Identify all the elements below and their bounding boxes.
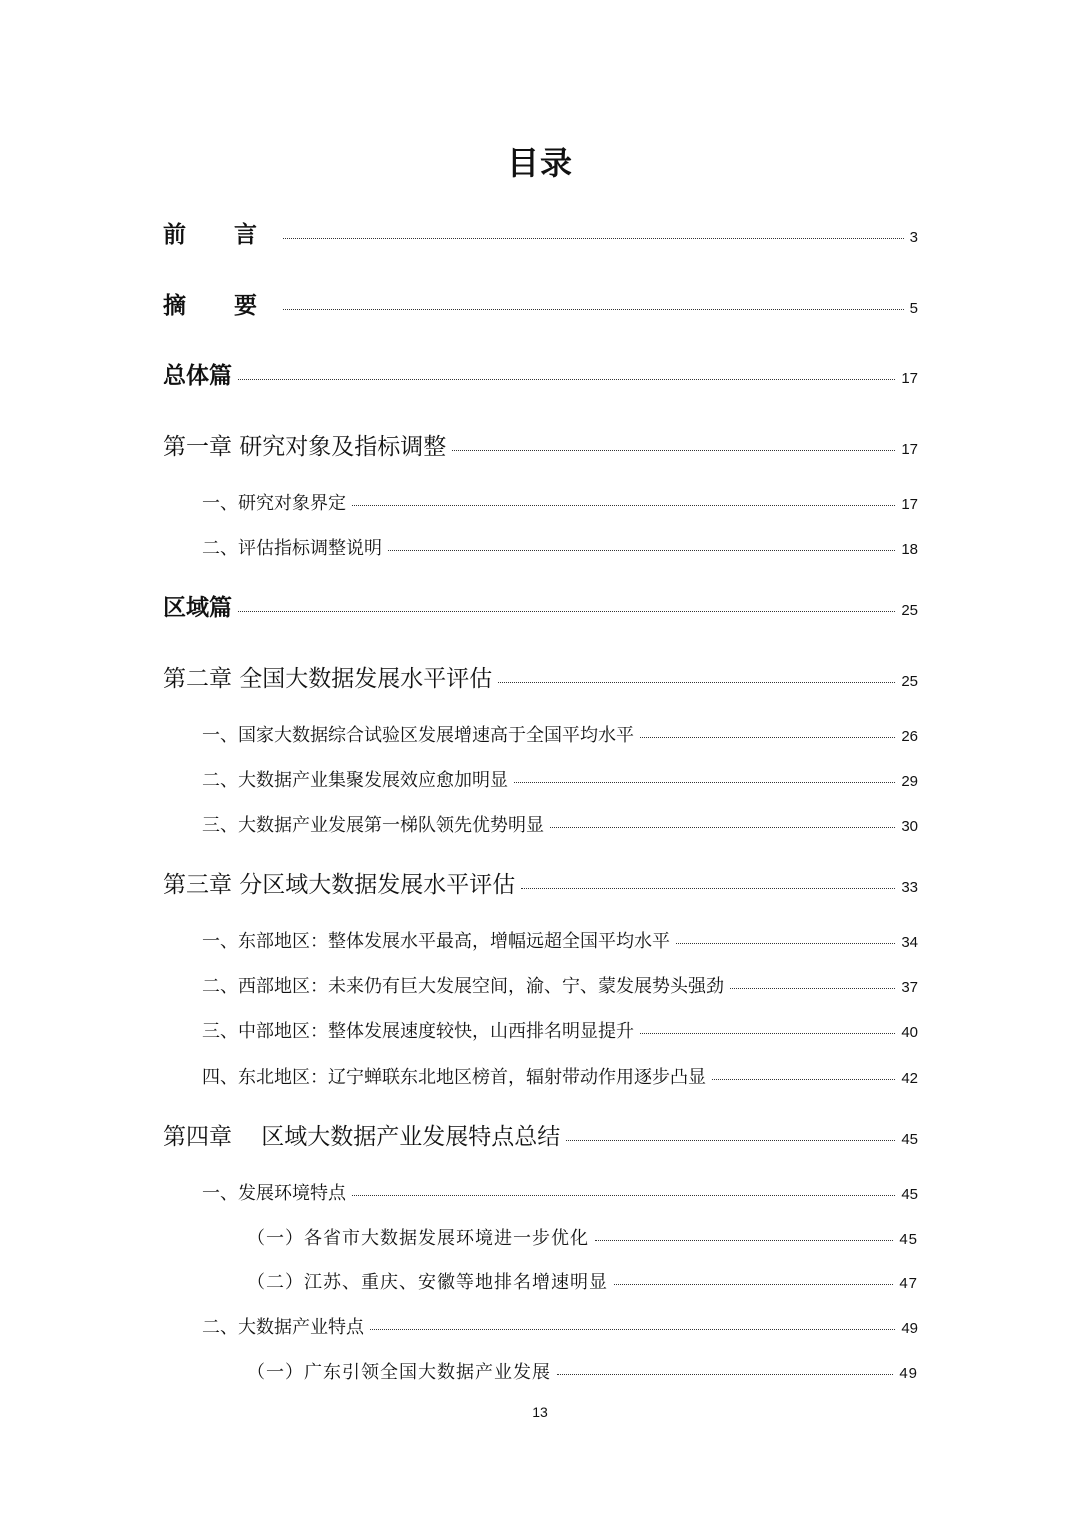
toc-entry-page: 49 (899, 1365, 918, 1382)
toc-entry-section[interactable] (202, 766, 918, 792)
dot-leader (557, 1374, 893, 1375)
dot-leader (238, 611, 895, 612)
dot-leader (550, 827, 895, 828)
page-number: 13 (532, 1404, 548, 1420)
toc-entry-chapter-4[interactable] (163, 1118, 918, 1151)
toc-entry-section[interactable] (202, 534, 918, 560)
toc-entry-page: 5 (909, 300, 918, 317)
dot-leader (498, 682, 895, 683)
dot-leader (452, 450, 895, 451)
toc-entry-page: 29 (901, 773, 918, 790)
toc-entry-label: 摘 要 (163, 293, 278, 319)
toc-entry-section[interactable] (202, 1063, 918, 1089)
toc-entry-page: 18 (901, 541, 918, 558)
toc-entry-label: 一、国家大数据综合试验区发展增速高于全国平均水平 (202, 725, 634, 746)
toc-entry-page: 17 (901, 441, 918, 458)
toc-entry-section[interactable] (202, 1313, 918, 1339)
toc-entry-label: 区域篇 (163, 595, 232, 621)
toc-entry-chapter-2[interactable] (163, 660, 918, 693)
toc-entry-page: 45 (899, 1231, 918, 1248)
page-title: 目录 (506, 144, 573, 182)
toc-entry-label: 一、研究对象界定 (202, 493, 346, 514)
toc-entry-part-overall[interactable] (163, 357, 918, 390)
toc-entry-label: 四、东北地区：辽宁蝉联东北地区榜首，辐射带动作用逐步凸显 (202, 1067, 706, 1088)
toc-entry-subsection[interactable] (247, 1268, 918, 1294)
toc-entry-section[interactable] (202, 721, 918, 747)
dot-leader (388, 550, 895, 551)
toc-entry-page: 17 (901, 370, 918, 387)
toc-entry-page: 49 (901, 1320, 918, 1337)
toc-entry-chapter-3[interactable] (163, 866, 918, 899)
toc-entry-label: 二、西部地区：未来仍有巨大发展空间，渝、宁、蒙发展势头强劲 (202, 976, 724, 997)
toc-entry-subsection[interactable] (247, 1358, 918, 1384)
toc-entry-page: 47 (899, 1275, 918, 1292)
toc-entry-section[interactable] (202, 1179, 918, 1205)
toc-entry-page: 45 (901, 1131, 918, 1148)
toc-entry-page: 30 (901, 818, 918, 835)
toc-entry-label: 第二章 全国大数据发展水平评估 (163, 666, 493, 692)
dot-leader (712, 1079, 895, 1080)
dot-leader (614, 1284, 893, 1285)
toc-entry-page: 17 (901, 496, 918, 513)
toc-entry-page: 26 (901, 728, 918, 745)
toc-entry-label: 一、东部地区：整体发展水平最高，增幅远超全国平均水平 (202, 931, 670, 952)
toc-entry-page: 45 (901, 1186, 918, 1203)
toc-entry-page: 40 (901, 1024, 918, 1041)
dot-leader (640, 737, 895, 738)
dot-leader (238, 379, 895, 380)
toc-entry-abstract[interactable] (163, 287, 918, 320)
dot-leader (352, 505, 895, 506)
toc-entry-label: 二、大数据产业特点 (202, 1317, 364, 1338)
toc-entry-page: 42 (901, 1070, 918, 1087)
dot-leader (283, 309, 904, 310)
toc-entry-section[interactable] (202, 1017, 918, 1043)
dot-leader (730, 988, 895, 989)
dot-leader (566, 1140, 895, 1141)
toc-entry-label: 前 言 (163, 222, 278, 248)
toc-entry-page: 3 (909, 229, 918, 246)
toc-entry-label: （一）广东引领全国大数据产业发展 (247, 1362, 551, 1383)
toc-entry-page: 37 (901, 979, 918, 996)
toc-entry-section[interactable] (202, 811, 918, 837)
toc-entry-label: 三、大数据产业发展第一梯队领先优势明显 (202, 815, 544, 836)
toc-entry-section[interactable] (202, 972, 918, 998)
toc-entry-page: 34 (901, 934, 918, 951)
toc-entry-label: 第三章 分区域大数据发展水平评估 (163, 872, 516, 898)
dot-leader (676, 943, 895, 944)
toc-entry-page: 33 (901, 879, 918, 896)
dot-leader (521, 888, 895, 889)
dot-leader (514, 782, 895, 783)
dot-leader (640, 1033, 895, 1034)
toc-entry-section[interactable] (202, 489, 918, 515)
dot-leader (283, 238, 904, 239)
toc-entry-label: 第一章 研究对象及指标调整 (163, 434, 447, 460)
toc-entry-label: 总体篇 (163, 363, 232, 389)
toc-entry-chapter-1[interactable] (163, 428, 918, 461)
toc-entry-label: 第四章 区域大数据产业发展特点总结 (163, 1124, 561, 1150)
toc-entry-section[interactable] (202, 927, 918, 953)
toc-entry-part-regional[interactable] (163, 589, 918, 622)
toc-entry-label: 二、大数据产业集聚发展效应愈加明显 (202, 770, 508, 791)
toc-entry-subsection[interactable] (247, 1224, 918, 1250)
toc-entry-label: 三、中部地区：整体发展速度较快，山西排名明显提升 (202, 1021, 634, 1042)
dot-leader (370, 1329, 895, 1330)
toc-entry-label: 二、评估指标调整说明 (202, 538, 382, 559)
toc-entry-preface[interactable] (163, 216, 918, 249)
toc-entry-label: 一、发展环境特点 (202, 1183, 346, 1204)
toc-entry-label: （一）各省市大数据发展环境进一步优化 (247, 1228, 589, 1249)
toc-entry-page: 25 (901, 602, 918, 619)
toc-entry-page: 25 (901, 673, 918, 690)
dot-leader (595, 1240, 893, 1241)
dot-leader (352, 1195, 895, 1196)
toc-entry-label: （二）江苏、重庆、安徽等地排名增速明显 (247, 1272, 608, 1293)
